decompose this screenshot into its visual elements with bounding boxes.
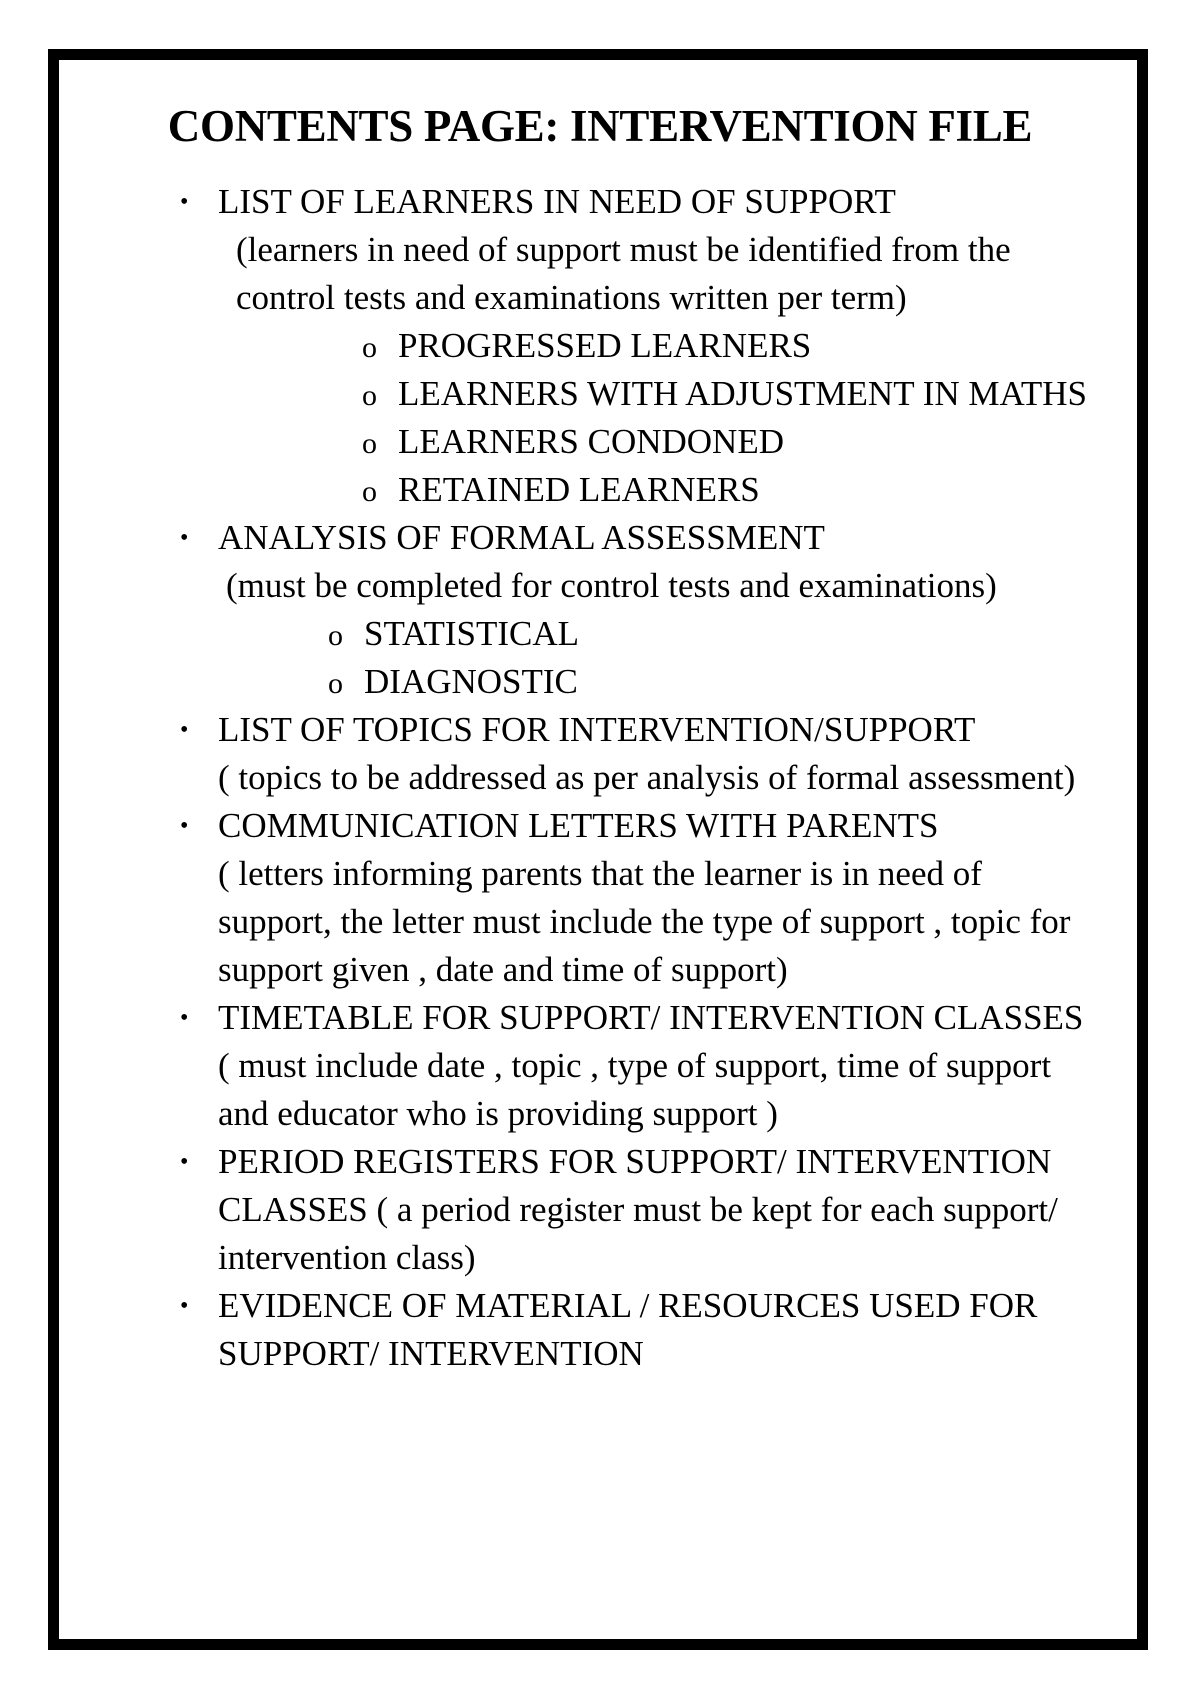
circle-bullet-icon: o bbox=[362, 427, 377, 460]
sub-list-item bbox=[218, 658, 1090, 706]
bullet-icon: • bbox=[180, 1005, 189, 1031]
bullet-icon: • bbox=[180, 189, 189, 215]
list-item-evidence-of-material bbox=[0, 1282, 1200, 1378]
circle-bullet-icon: o bbox=[362, 379, 377, 412]
list-item-learners-in-need bbox=[0, 178, 1200, 514]
circle-bullet-icon: o bbox=[328, 667, 343, 700]
sub-list-item bbox=[218, 466, 1090, 514]
section-note: ( letters informing parents that the learner is in need of support, the letter must include the type of support , topic for support given , date and time of support) bbox=[218, 854, 1071, 989]
bullet-icon: • bbox=[180, 1293, 189, 1319]
list-item-period-registers bbox=[0, 1138, 1200, 1282]
sub-item-label: LEARNERS WITH ADJUSTMENT IN MATHS bbox=[398, 374, 1088, 413]
bullet-icon: • bbox=[180, 717, 189, 743]
sub-list bbox=[218, 610, 1090, 706]
section-note: ( topics to be addressed as per analysis of formal assessment) bbox=[218, 758, 1076, 797]
section-note: (must be completed for control tests and examinations) bbox=[226, 566, 997, 605]
page-title: CONTENTS PAGE: INTERVENTION FILE bbox=[167, 101, 1033, 151]
list-item-timetable bbox=[0, 994, 1200, 1138]
circle-bullet-icon: o bbox=[362, 331, 377, 364]
sub-item-label: PROGRESSED LEARNERS bbox=[398, 326, 812, 365]
sub-list-item bbox=[218, 418, 1090, 466]
sub-item-label: STATISTICAL bbox=[364, 614, 579, 653]
sub-list bbox=[218, 322, 1090, 514]
bullet-icon: • bbox=[180, 1149, 189, 1175]
sub-item-label: DIAGNOSTIC bbox=[364, 662, 578, 701]
bullet-icon: • bbox=[180, 813, 189, 839]
sub-item-label: LEARNERS CONDONED bbox=[398, 422, 784, 461]
sub-list-item bbox=[218, 610, 1090, 658]
circle-bullet-icon: o bbox=[362, 475, 377, 508]
section-text: EVIDENCE OF MATERIAL / RESOURCES USED FOR SUPPORT/ INTERVENTION bbox=[218, 1286, 1038, 1373]
section-note: (learners in need of support must be identified from the control tests and examinations written per term) bbox=[236, 230, 1011, 317]
contents-list bbox=[0, 178, 1200, 1378]
sub-list-item bbox=[218, 322, 1090, 370]
section-heading: LIST OF TOPICS FOR INTERVENTION/SUPPORT bbox=[218, 710, 976, 749]
section-text: TIMETABLE FOR SUPPORT/ INTERVENTION CLASSES ( must include date , topic , type of support, time of support and educator who is providing support ) bbox=[218, 998, 1084, 1133]
list-item-communication-letters bbox=[0, 802, 1200, 994]
bullet-icon: • bbox=[180, 525, 189, 551]
section-text: PERIOD REGISTERS FOR SUPPORT/ INTERVENTION CLASSES ( a period register must be kept for each support/ intervention class) bbox=[218, 1142, 1058, 1277]
circle-bullet-icon: o bbox=[328, 619, 343, 652]
list-item-topics-for-intervention bbox=[0, 706, 1200, 802]
list-item-analysis-formal-assessment bbox=[0, 514, 1200, 706]
sub-item-label: RETAINED LEARNERS bbox=[398, 470, 760, 509]
section-heading: ANALYSIS OF FORMAL ASSESSMENT bbox=[218, 518, 825, 557]
sub-list-item bbox=[218, 370, 1090, 418]
section-heading: COMMUNICATION LETTERS WITH PARENTS bbox=[218, 806, 939, 845]
section-heading: LIST OF LEARNERS IN NEED OF SUPPORT bbox=[218, 182, 896, 221]
